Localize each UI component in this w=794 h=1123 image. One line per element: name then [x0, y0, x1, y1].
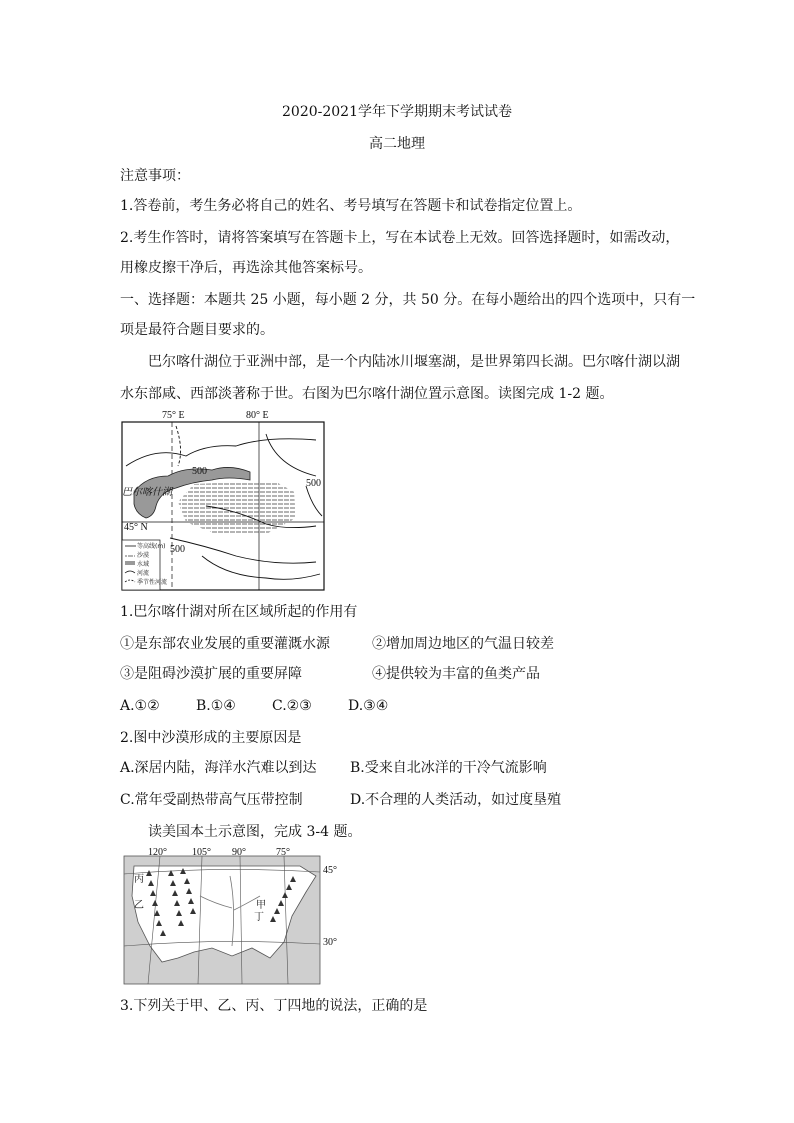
map2-place-yi: 乙 — [134, 900, 144, 911]
section-1-instructions-line-2: 项是最符合题目要求的。 — [120, 322, 274, 338]
map2-lat-45: 45° — [323, 865, 337, 876]
map2-lon-75: 75° — [276, 847, 290, 858]
map1-lat-45: 45° N — [124, 522, 148, 533]
map1-legend-contour: 等高线(m) — [137, 543, 166, 550]
map2-lon-90: 90° — [232, 847, 246, 858]
usa-map — [120, 846, 344, 988]
map1-legend-river: 河流 — [137, 570, 150, 577]
q1-option-a[interactable]: A.①② — [120, 698, 160, 714]
map1-lake-label: 巴尔喀什湖 — [122, 487, 172, 498]
balkhash-lake-map — [116, 406, 330, 594]
map1-contour-label-a: 500 — [192, 466, 207, 477]
q1-option-c[interactable]: C.②③ — [272, 698, 312, 714]
passage-2: 读美国本土示意图，完成 3-4 题。 — [148, 824, 362, 840]
section-1-instructions-line-1: 一、选择题：本题共 25 小题，每小题 2 分，共 50 分。在每小题给出的四个选项中，只有一 — [120, 292, 696, 308]
map2-lon-105: 105° — [192, 847, 211, 858]
map1-legend-desert: 沙漠 — [137, 552, 150, 559]
notice-item-2-line-2: 用橡皮擦干净后，再选涂其他答案标号。 — [120, 260, 372, 276]
q1-statement-4: ④提供较为丰富的鱼类产品 — [372, 666, 540, 682]
q1-option-d[interactable]: D.③④ — [348, 698, 389, 714]
exam-title: 2020-2021学年下学期期末考试试卷 — [282, 104, 512, 120]
notice-item-2-line-1: 2.考生作答时，请将答案填写在答题卡上，写在本试卷上无效。回答选择题时，如需改动， — [120, 230, 680, 246]
map2-place-jia: 甲 — [256, 900, 266, 911]
map2-place-ding: 丁 — [254, 912, 264, 923]
q3-stem: 3.下列关于甲、乙、丙、丁四地的说法，正确的是 — [120, 998, 428, 1014]
q1-statement-3: ③是阻碍沙漠扩展的重要屏障 — [120, 666, 302, 682]
map1-lon-80: 80° E — [246, 410, 269, 421]
q1-statement-2: ②增加周边地区的气温日较差 — [372, 636, 554, 652]
q2-stem: 2.图中沙漠形成的主要原因是 — [120, 730, 302, 746]
map1-legend — [122, 540, 167, 590]
exam-subject: 高二地理 — [369, 136, 425, 152]
map2-lon-120: 120° — [148, 847, 167, 858]
q2-option-c[interactable]: C.常年受副热带高气压带控制 — [120, 792, 303, 808]
q1-statement-1: ①是东部农业发展的重要灌溉水源 — [120, 636, 330, 652]
map1-lon-75: 75° E — [162, 410, 185, 421]
q1-stem: 1.巴尔喀什湖对所在区域所起的作用有 — [120, 604, 358, 620]
map1-legend-water: 水域 — [137, 561, 150, 568]
map1-contour-label-b: 500 — [306, 478, 321, 489]
map1-contour-label-c: 500 — [170, 544, 185, 555]
q2-option-b[interactable]: B.受来自北冰洋的干冷气流影响 — [350, 760, 547, 776]
map1-legend-seasonal-river: 季节性河流 — [137, 579, 168, 586]
q2-option-a[interactable]: A.深居内陆，海洋水汽难以到达 — [120, 760, 317, 776]
passage-1-line-2: 水东部咸、西部淡著称于世。右图为巴尔喀什湖位置示意图。读图完成 1-2 题。 — [120, 386, 614, 402]
notice-item-1: 1.答卷前，考生务必将自己的姓名、考号填写在答题卡和试卷指定位置上。 — [120, 198, 582, 214]
q2-option-d[interactable]: D.不合理的人类活动，如过度垦殖 — [350, 792, 562, 808]
passage-1-line-1: 巴尔喀什湖位于亚洲中部，是一个内陆冰川堰塞湖，是世界第四长湖。巴尔喀什湖以湖 — [148, 354, 680, 370]
map2-place-bing: 丙 — [134, 874, 144, 885]
q1-option-b[interactable]: B.①④ — [196, 698, 236, 714]
notice-heading: 注意事项： — [120, 168, 190, 184]
map2-lat-30: 30° — [323, 937, 337, 948]
